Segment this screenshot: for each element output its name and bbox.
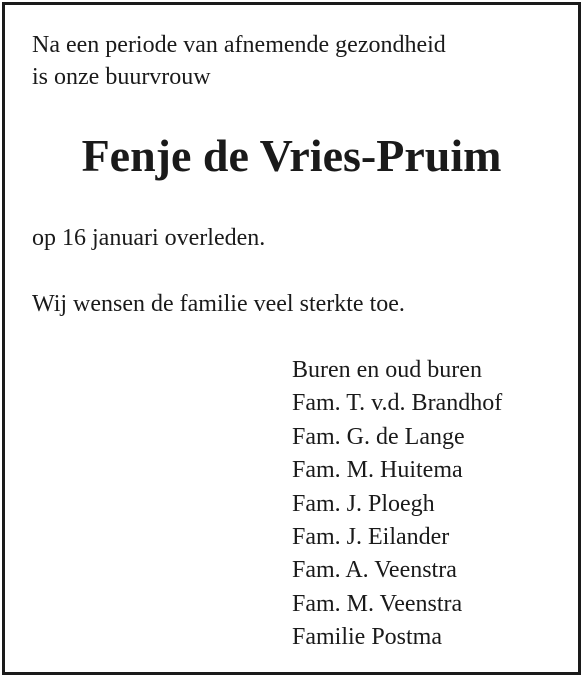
signer-group: Buren en oud buren [292, 357, 482, 383]
signer-family: Fam. J. Ploegh [292, 490, 435, 517]
date-of-death: op 16 januari overleden. [32, 225, 266, 251]
intro-line-1: Na een periode van afnemende gezondheid [32, 32, 446, 58]
notice-border [2, 2, 581, 675]
intro-text [32, 29, 446, 93]
signer-family: Fam. A. Veenstra [292, 557, 457, 584]
intro-line-2: is onze buurvrouw [32, 64, 211, 90]
signer-family: Fam. M. Huitema [292, 457, 463, 484]
signers-list [292, 354, 502, 655]
signer-family: Fam. G. de Lange [292, 423, 465, 450]
deceased-name: Fenje de Vries-Pruim [81, 130, 502, 181]
signer-family: Fam. J. Eilander [292, 524, 450, 551]
condolence-message: Wij wensen de familie veel sterkte toe. [32, 291, 405, 317]
signer-family: Fam. M. Veenstra [292, 590, 463, 617]
signer-family: Familie Postma [292, 624, 442, 651]
signer-family: Fam. T. v.d. Brandhof [292, 390, 503, 417]
